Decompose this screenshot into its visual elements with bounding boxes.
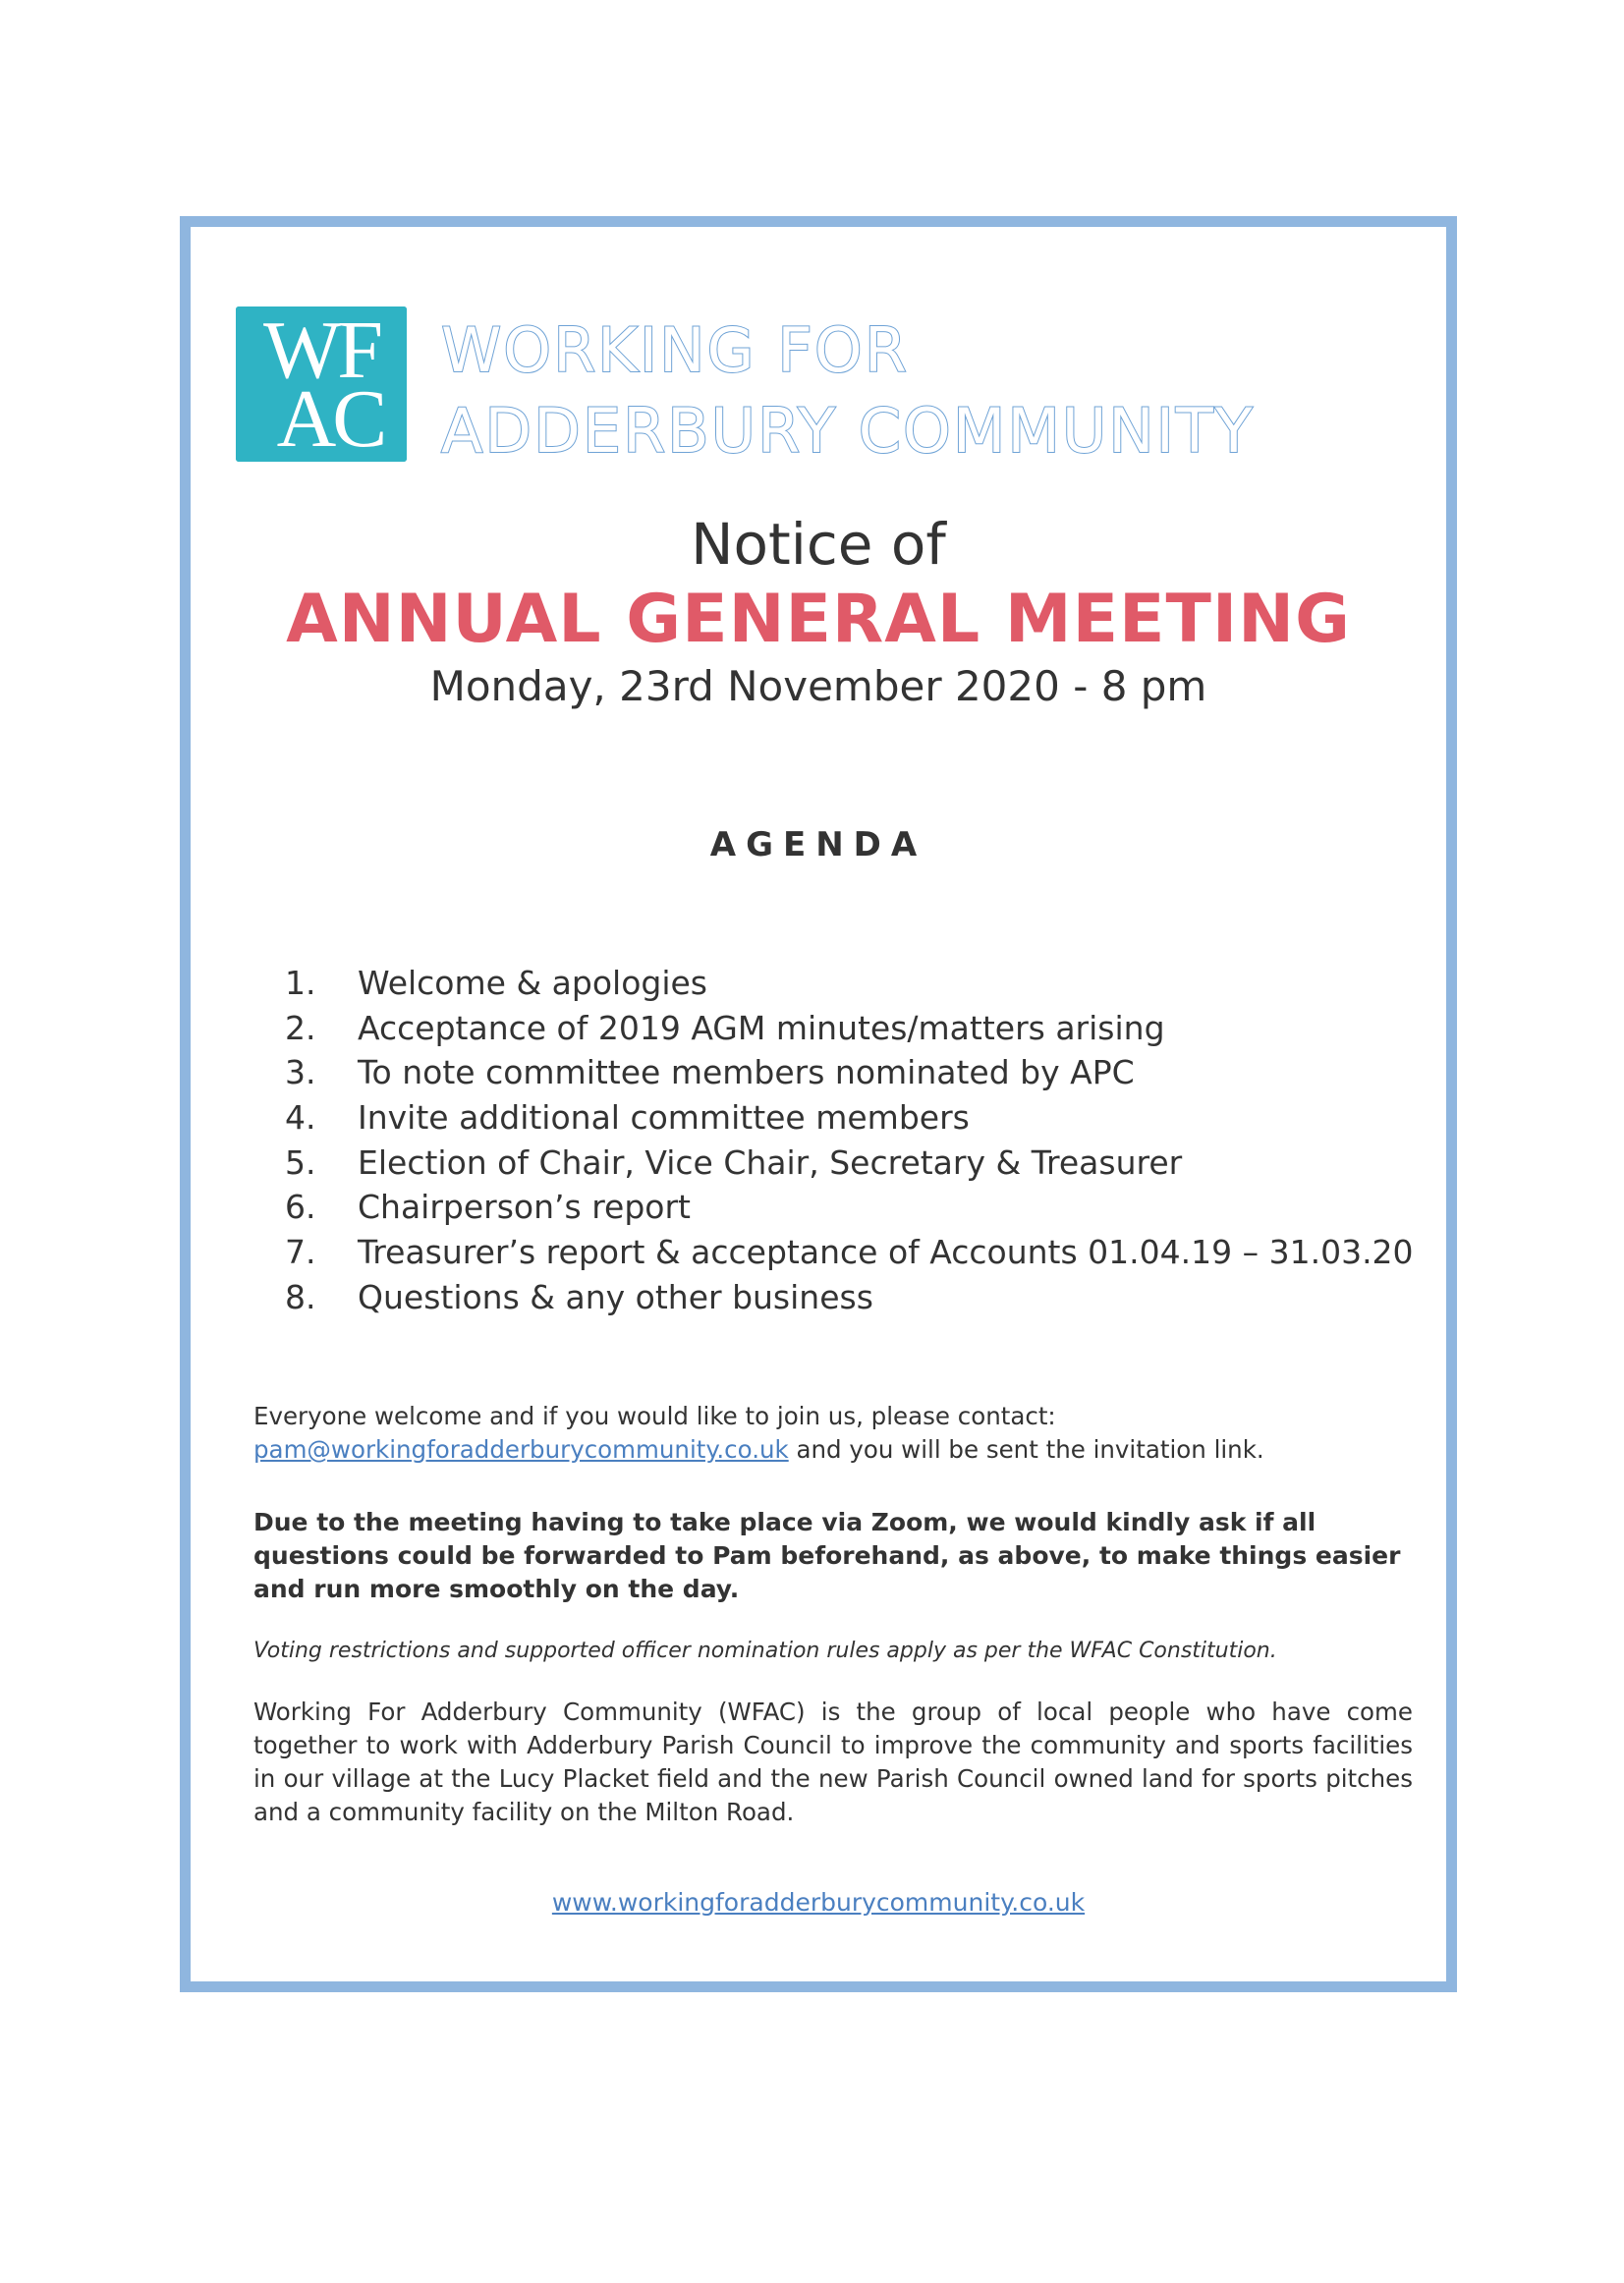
agenda-item-number: 5. — [285, 1142, 316, 1182]
logo-line-2: AC — [276, 373, 384, 462]
agenda-item — [285, 1095, 1414, 1141]
website-link[interactable]: www.workingforadderburycommunity.co.uk — [551, 1888, 1086, 1917]
wfac-logo — [236, 306, 407, 462]
agenda-item-number: 2. — [285, 1008, 316, 1047]
agm-title: ANNUAL GENERAL MEETING — [286, 581, 1351, 658]
agenda-item-text: Welcome & apologies — [358, 964, 707, 1002]
agenda-list — [285, 961, 1414, 1320]
agenda-item-number: 6. — [285, 1188, 316, 1227]
agenda-item-number: 7. — [285, 1233, 316, 1272]
agenda-item-text: Election of Chair, Vice Chair, Secretary & Treasurer — [358, 1142, 1183, 1182]
about-paragraph: Working For Adderbury Community (WFAC) is the group of local people who have come together to work with Adderbury Parish Council to improve the community and sports facilities in our village at the Lucy Placket field and the new Parish Council owned land for sports pitches and a community facility on the Milton Road. — [253, 1698, 1413, 1826]
organisation-name-line-1: WORKING FOR — [441, 314, 909, 386]
agenda-item-text: To note committee members nominated by APC — [358, 1053, 1135, 1092]
agenda-item-text: Treasurer’s report & acceptance of Accounts 01.04.19 – 31.03.20 — [358, 1233, 1414, 1272]
agenda-item-number: 3. — [285, 1053, 316, 1092]
organisation-name — [441, 310, 1325, 472]
contact-paragraph — [253, 1400, 1413, 1467]
agenda-item — [285, 1006, 1414, 1051]
zoom-note: Due to the meeting having to take place via Zoom, we would kindly ask if all questions could be forwarded to Pam beforehand, as above, to make things easier and run more smoothly on the day. — [253, 1508, 1401, 1603]
website-footer — [180, 1886, 1457, 1920]
agenda-item — [285, 1185, 1414, 1230]
agenda-item — [285, 961, 1414, 1006]
agenda-item-number: 8. — [285, 1277, 316, 1316]
agenda-item-number: 1. — [285, 964, 316, 1002]
voting-note: Voting restrictions and supported officer nomination rules apply as per the WFAC Constitution. — [253, 1639, 1277, 1663]
agenda-item-text: Invite additional committee members — [358, 1098, 970, 1138]
agenda-item-text: Acceptance of 2019 AGM minutes/matters arising — [358, 1008, 1165, 1047]
agenda-heading: AGENDA — [709, 825, 927, 864]
agenda-item-text: Chairperson’s report — [358, 1188, 691, 1227]
meeting-date-time: Monday, 23rd November 2020 - 8 pm — [429, 662, 1207, 710]
agenda-item-number: 4. — [285, 1098, 316, 1138]
contact-intro: Everyone welcome and if you would like to join us, please contact: — [253, 1402, 1056, 1430]
contact-after-email: and you will be sent the invitation link. — [788, 1435, 1264, 1464]
notice-of-heading: Notice of — [691, 511, 946, 578]
agenda-item-text: Questions & any other business — [358, 1277, 873, 1316]
organisation-name-line-2: ADDERBURY COMMUNITY — [441, 395, 1255, 467]
agenda-item — [285, 1050, 1414, 1095]
contact-email-link[interactable]: pam@workingforadderburycommunity.co.uk — [253, 1435, 789, 1464]
agenda-item — [285, 1141, 1414, 1186]
logo-line-1: WF — [263, 306, 379, 396]
agenda-item — [285, 1230, 1414, 1275]
agenda-item — [285, 1275, 1414, 1320]
